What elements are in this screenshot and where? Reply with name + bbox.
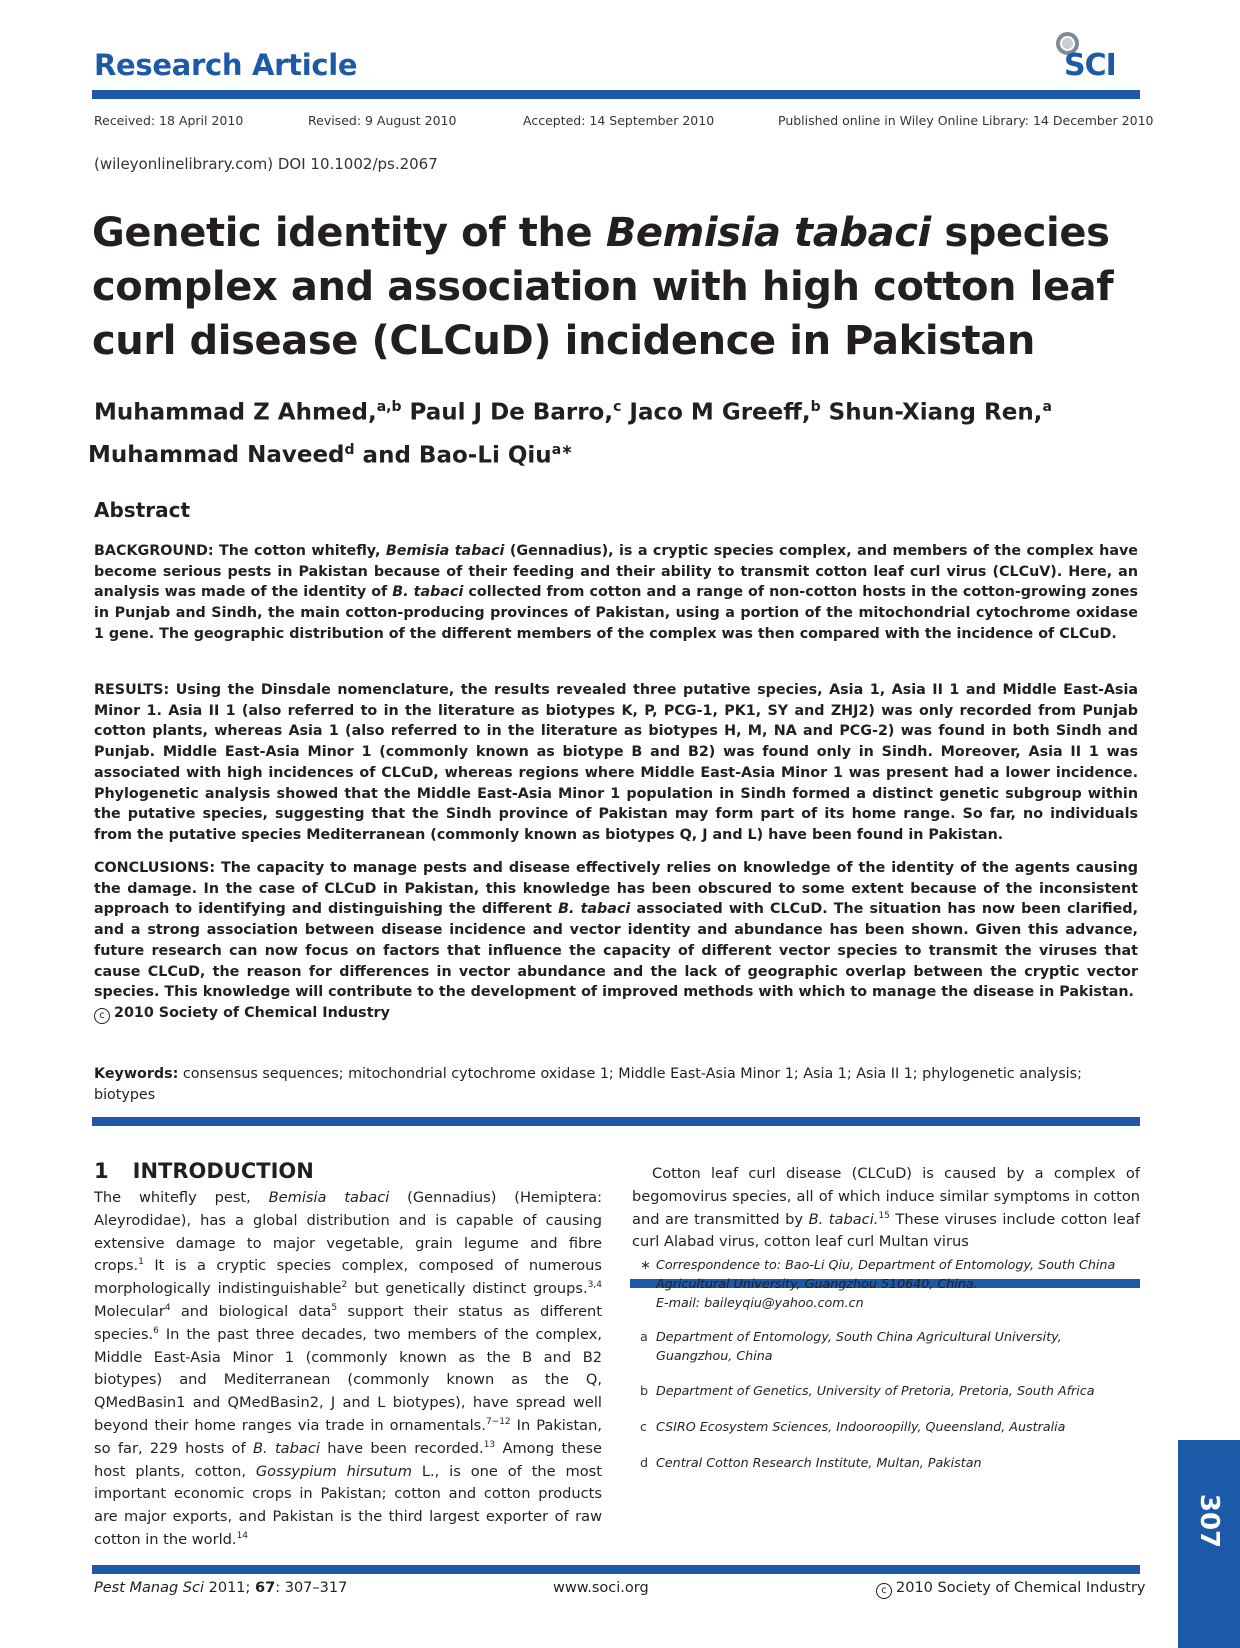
citation-ref: 6 <box>153 1325 159 1336</box>
journal-year: 2011; <box>204 1580 256 1596</box>
footnote-line: Department of Genetics, University of Pretoria, Pretoria, South Africa <box>656 1383 1095 1398</box>
author-name: Muhammad Naveed <box>88 442 345 469</box>
intro-left-column <box>94 1187 602 1552</box>
author-name: Jaco M Greeff, <box>621 399 811 426</box>
body-text: The whitefly pest, <box>94 1189 269 1206</box>
journal-volume: 67 <box>255 1580 276 1596</box>
title-part2: species complex and association with high cotton leaf curl disease (CLCuD) incidence in Pakistan <box>92 210 1114 364</box>
doi: (wileyonlinelibrary.com) DOI 10.1002/ps.2067 <box>94 155 438 173</box>
journal-name: Pest Manag Sci <box>94 1580 205 1596</box>
body-text: (Gennadius) (Hemiptera: Aleyrodidae), has a global distribution and is capable of causing extensive damage to major vegetable, grain legume and fibre crops. <box>94 1189 602 1275</box>
italic-text: B. tabaci. <box>808 1210 879 1228</box>
body-text: Cotton leaf curl disease (CLCuD) is caused by a complex of begomovirus species, all of which induce similar symptoms in cotton and are transmitted by <box>632 1165 1140 1228</box>
footnote-line: Correspondence to: Bao-Li Qiu, Department of Entomology, South China Agricultural University, Guangzhou 510640, China. <box>656 1257 1116 1291</box>
citation-ref: 3,4 <box>587 1280 602 1291</box>
logo-text: SCI <box>1064 48 1116 83</box>
footnote-line[interactable]: E-mail: baileyqiu@yahoo.com.cn <box>656 1295 864 1310</box>
author-affiliation: c <box>613 399 622 415</box>
citation-ref: 2 <box>341 1280 348 1291</box>
footnote-line: Central Cotton Research Institute, Multan, Pakistan <box>656 1455 982 1470</box>
footnote-text <box>656 1381 1140 1400</box>
abstract-text: collected from cotton and a range of non-cotton hosts in the cotton-growing zones in Punjab and Sindh, the main cotton-producing provinces of Pakistan, using a portion of the mitochondrial cytochrome oxidase 1 gene. The geographic distribution of the different members of the complex was then compared with the incidence of CLCuD. <box>94 584 1138 642</box>
abstract-copyright: 2010 Society of Chemical Industry <box>114 1004 390 1021</box>
copyright-icon: c <box>94 1008 110 1024</box>
body-text: and biological data <box>170 1302 332 1320</box>
header-rule <box>92 90 1140 99</box>
footer-copyright <box>876 1580 1146 1599</box>
author-affiliation: a <box>1042 399 1052 415</box>
abstract-text: BACKGROUND: The cotton whitefly, <box>94 543 386 559</box>
footnote-line: CSIRO Ecosystem Sciences, Indooroopilly, Queensland, Australia <box>656 1419 1066 1434</box>
body-text: have been recorded. <box>319 1439 484 1457</box>
keywords <box>94 1064 1138 1105</box>
copyright-icon: c <box>876 1583 892 1599</box>
section-label: Research Article <box>94 48 358 82</box>
footnote-text <box>656 1453 1140 1472</box>
website-link[interactable]: www.soci.org <box>553 1580 649 1596</box>
author-name: Shun-Xiang Ren, <box>820 399 1043 426</box>
footer-rule <box>92 1565 1140 1574</box>
author-list <box>88 389 1174 474</box>
abstract-text: (Gennadius), is a cryptic species complex, and members of the complex have become serious pests in Pakistan because of their feeding and their ability to transmit cotton leaf curl virus (CLCuV). Here, an analysis was made of the identity of <box>94 543 1138 601</box>
italic-text: B. tabaci <box>252 1439 320 1457</box>
author-affiliation: a,b <box>376 399 402 415</box>
accepted-date: Accepted: 14 September 2010 <box>523 113 715 128</box>
footnote-mark: c <box>640 1419 647 1434</box>
footnote-mark: d <box>640 1455 649 1470</box>
footnote-mark: a <box>640 1329 648 1344</box>
citation-ref: 1 <box>138 1257 144 1268</box>
keywords-text: consensus sequences; mitochondrial cytochrome oxidase 1; Middle East-Asia Minor 1; Asia 1; Asia II 1; phylogenetic analysis; biotypes <box>94 1066 1082 1103</box>
journal-citation <box>94 1580 347 1596</box>
abstract-heading: Abstract <box>94 498 191 522</box>
author-affiliation: d <box>344 441 355 458</box>
page-number: 307 <box>1194 1493 1224 1549</box>
body-text: L., is one of the most important economic crops in Pakistan; cotton and cotton products are major exports, and Pakistan is the third largest exporter of raw cotton in the world. <box>94 1462 603 1548</box>
article-title <box>92 206 1172 368</box>
body-text: It is a cryptic species complex, composed of numerous morphologically indistinguishable <box>94 1257 602 1298</box>
footer-copyright-text: 2010 Society of Chemical Industry <box>896 1580 1146 1596</box>
intro-right-column <box>632 1163 1140 1254</box>
body-text: In the past three decades, two members of the complex, Middle East-Asia Minor 1 (commonly known as the B and B2 biotypes) and Mediterranean (commonly known as the Q, QMedBasin1 and QMedBasin2, J and L biotypes), have spread well beyond their home ranges via trade in ornamentals. <box>94 1325 602 1434</box>
sci-logo <box>1054 30 1130 86</box>
published-date: Published online in Wiley Online Library: 14 December 2010 <box>778 113 1154 128</box>
author-affiliation: b <box>810 399 821 415</box>
citation-ref: 4 <box>164 1303 171 1314</box>
citation-ref: 13 <box>483 1439 496 1450</box>
footnote-mark: ∗ <box>640 1257 651 1272</box>
footnote-mark: b <box>640 1383 649 1398</box>
citation-ref: 7−12 <box>485 1417 511 1428</box>
title-species: Bemisia tabaci <box>605 210 931 256</box>
species-name: B. tabaci <box>392 584 464 601</box>
journal-pages: : 307–317 <box>275 1580 348 1596</box>
abstract-conclusions <box>94 858 1138 1024</box>
revised-date: Revised: 9 August 2010 <box>308 113 457 128</box>
keywords-label: Keywords: <box>94 1066 179 1082</box>
body-text: Among these host plants, cotton, <box>94 1439 602 1480</box>
author-affiliation: a∗ <box>551 441 573 458</box>
body-text: In Pakistan, so far, 229 hosts of <box>94 1416 602 1457</box>
section-title: INTRODUCTION <box>132 1159 314 1183</box>
italic-text: Bemisia tabaci <box>268 1189 390 1206</box>
citation-ref: 14 <box>236 1531 249 1542</box>
abstract-text: CONCLUSIONS: The capacity to manage pests and disease effectively relies on knowledge of the identity of the agents causing the damage. In the case of CLCuD in Pakistan, this knowledge has been obscured to some extent because of the inconsistent approach to identifying and distinguishing the different <box>94 860 1138 918</box>
author-name: Muhammad Z Ahmed, <box>94 399 377 426</box>
author-name: and Bao-Li Qiu <box>354 442 552 469</box>
footnote-text <box>656 1417 1140 1436</box>
abstract-background <box>94 541 1138 645</box>
body-text: support their status as different species. <box>94 1302 602 1343</box>
footnote-text <box>656 1327 1140 1365</box>
italic-text: Gossypium hirsutum <box>255 1462 412 1480</box>
footnote-line: Department of Entomology, South China Agricultural University, Guangzhou, China <box>656 1329 1062 1363</box>
received-date: Received: 18 April 2010 <box>94 113 244 128</box>
abstract-results: RESULTS: Using the Dinsdale nomenclature, the results revealed three putative species, Asia 1, Asia II 1 and Middle East-Asia Minor 1. Asia II 1 (also referred to in the literature as biotypes K, P, PCG-1, PK1, SY and ZHJ2) was only recorded from Punjab cotton plants, whereas Asia 1 (also referred to in the literature as biotypes H, M, NA and PCG-2) was found in both Sindh and Punjab. Middle East-Asia Minor 1 (commonly known as biotype B and B2) was found only in Sindh. Moreover, Asia II 1 was associated with high incidences of CLCuD, whereas regions where Middle East-Asia Minor 1 was present had a lower incidence. Phylogenetic analysis showed that the Middle East-Asia Minor 1 population in Sindh formed a distinct genetic subgroup within the putative species, suggesting that the Sindh province of Pakistan may form part of its home range. So far, no individuals from the putative species Mediterranean (commonly known as biotypes Q, J and L) have been found in Pakistan. <box>94 682 1138 843</box>
body-text: Molecular <box>94 1302 165 1320</box>
species-name: Bemisia tabaci <box>385 543 505 559</box>
body-text: but genetically distinct groups. <box>347 1280 588 1298</box>
abstract-text: associated with CLCuD. The situation has now been clarified, and a strong association between disease incidence and vector identity and abundance has been shown. Given this advance, future research can now focus on factors that influence the capacity of different vector species to transmit the viruses that cause CLCuD, the reason for differences in vector abundance and the lack of geographic overlap between the cryptic vector species. This knowledge will contribute to the development of improved methods with which to manage the disease in Pakistan. <box>94 901 1139 1001</box>
title-part1: Genetic identity of the <box>92 210 606 256</box>
species-name: B. tabaci <box>558 901 631 918</box>
footnote-text <box>656 1255 1140 1312</box>
citation-ref: 15 <box>878 1210 890 1221</box>
section-number: 1 <box>94 1159 109 1183</box>
citation-ref: 5 <box>331 1303 338 1314</box>
body-text: These viruses include cotton leaf curl Alabad virus, cotton leaf curl Multan virus <box>632 1210 1140 1251</box>
section-heading <box>94 1159 314 1183</box>
author-name: Paul J De Barro, <box>401 399 614 426</box>
abstract-rule <box>92 1117 1140 1126</box>
